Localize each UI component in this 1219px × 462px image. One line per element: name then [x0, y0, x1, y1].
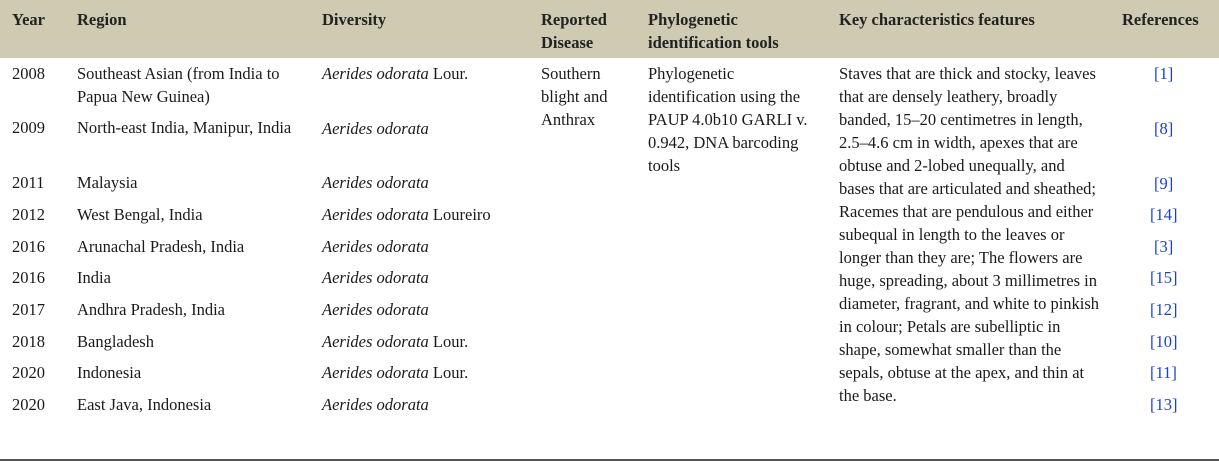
- row-region: Southeast Asian (from India to Papua New Guinea): [77, 64, 280, 106]
- row-year: 2016: [12, 268, 45, 287]
- table-bottom-rule: [0, 459, 1219, 461]
- species-authority: Loureiro: [428, 205, 491, 224]
- row-region: Indonesia: [77, 363, 142, 382]
- row-diversity: [322, 117, 429, 140]
- header-references: References: [1122, 10, 1199, 29]
- species-name: Aerides odorata: [322, 363, 429, 382]
- row-diversity: [322, 298, 429, 321]
- species-name: Aerides odorata: [322, 332, 429, 351]
- reference-link[interactable]: [13]: [1150, 395, 1178, 414]
- species-name: Aerides odorata: [322, 64, 429, 83]
- row-year: 2009: [12, 118, 45, 137]
- reported-disease-cell: Southern blight and Anthrax: [541, 64, 608, 129]
- header-year: Year: [12, 10, 45, 29]
- header-diversity: Diversity: [322, 10, 387, 29]
- row-diversity: [322, 330, 468, 353]
- row-region: Arunachal Pradesh, India: [77, 237, 245, 256]
- row-diversity: [322, 203, 491, 226]
- row-diversity: [322, 235, 429, 258]
- row-year: 2016: [12, 237, 45, 256]
- row-region: Malaysia: [77, 173, 138, 192]
- row-diversity: [322, 62, 468, 85]
- species-name: Aerides odorata: [322, 268, 429, 287]
- species-name: Aerides odorata: [322, 173, 429, 192]
- species-name: Aerides odorata: [322, 300, 429, 319]
- header-region: Region: [77, 10, 127, 29]
- reference-link[interactable]: [12]: [1150, 300, 1178, 319]
- row-year: 2017: [12, 300, 45, 319]
- row-diversity: [322, 266, 429, 289]
- species-authority: Lour.: [428, 363, 469, 382]
- reference-link[interactable]: [3]: [1154, 237, 1174, 256]
- species-name: Aerides odorata: [322, 395, 429, 414]
- row-year: 2020: [12, 395, 45, 414]
- row-diversity: [322, 393, 429, 416]
- header-phylogenetic-tools: Phylogenetic identification tools: [648, 10, 779, 52]
- reference-link[interactable]: [11]: [1150, 363, 1177, 382]
- phylogenetic-tools-cell: Phylogenetic identification using the PAUP 4.0b10 GARLI v. 0.942, DNA barcoding tools: [648, 64, 808, 175]
- table-header: [0, 0, 1219, 58]
- reference-link[interactable]: [15]: [1150, 268, 1178, 287]
- header-key-characteristics: Key characteristics features: [839, 10, 1035, 29]
- row-region: East Java, Indonesia: [77, 395, 212, 414]
- row-year: 2008: [12, 64, 45, 83]
- row-region: North-east India, Manipur, India: [77, 118, 292, 137]
- species-authority: Lour.: [428, 332, 469, 351]
- row-year: 2012: [12, 205, 45, 224]
- reference-link[interactable]: [10]: [1150, 332, 1178, 351]
- reference-link[interactable]: [9]: [1154, 174, 1174, 193]
- row-year: 2020: [12, 363, 45, 382]
- row-region: Andhra Pradesh, India: [77, 300, 226, 319]
- row-region: Bangladesh: [77, 332, 154, 351]
- row-year: 2018: [12, 332, 45, 351]
- row-year: 2011: [12, 173, 45, 192]
- row-diversity: [322, 171, 429, 194]
- species-authority: Lour.: [428, 64, 469, 83]
- header-reported-disease: Reported Disease: [541, 10, 607, 52]
- species-name: Aerides odorata: [322, 119, 429, 138]
- reference-link[interactable]: [8]: [1154, 119, 1174, 138]
- reference-link[interactable]: [14]: [1150, 205, 1178, 224]
- row-region: West Bengal, India: [77, 205, 203, 224]
- row-region: India: [77, 268, 111, 287]
- row-diversity: [322, 361, 468, 384]
- reference-link[interactable]: [1]: [1154, 64, 1174, 83]
- species-name: Aerides odorata: [322, 205, 429, 224]
- species-name: Aerides odorata: [322, 237, 429, 256]
- key-characteristics-cell: Staves that are thick and stocky, leaves that are densely leathery, broadly banded, 15–20 centimetres in length, 2.5–4.6 cm in width, apexes that are obtuse and 2-lobed unequally, and bases that are articulated and sheathed; Racemes that are pendulous and either subequal in length to the leaves or longer than they are; The flowers are huge, spreading, about 3 millimetres in diameter, fragrant, and white to pinkish in colour; Petals are subelliptic in shape, somewhat smaller than the sepals, obtuse at the apex, and thin at the base.: [839, 64, 1100, 405]
